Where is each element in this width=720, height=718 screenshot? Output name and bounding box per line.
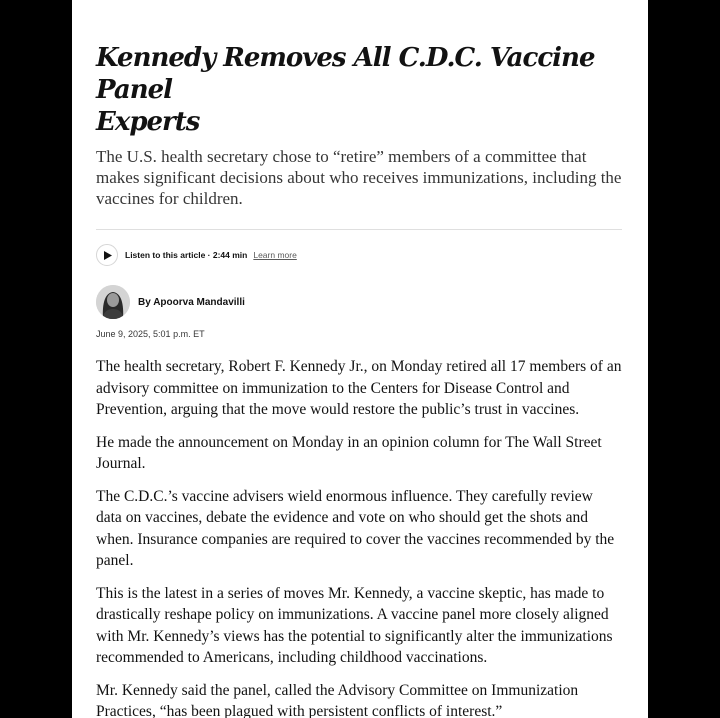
body-paragraph: The C.D.C.’s vaccine advisers wield enormous influence. They carefully review data on vaccines, debate the evidence and vote on who should get the shots and when. Insurance companies are required to cover the vaccines recommended by the panel. (96, 487, 615, 569)
article-headline: Kennedy Removes All C.D.C. Vaccine Panel Experts (96, 43, 595, 137)
article-summary: The U.S. health secretary chose to “retire” members of a committee that makes significant decisions about who receives immunizations, including the vaccines for children. (96, 147, 622, 208)
play-button[interactable] (96, 244, 118, 266)
body-paragraph: He made the announcement on Monday in an opinion column for The Wall Street Journal. (96, 433, 602, 472)
listen-label: Listen to this article · 2:44 min (125, 250, 248, 260)
body-paragraph: This is the latest in a series of moves Mr. Kennedy, a vaccine skeptic, has made to drastically reshape policy on immunizations. A vaccine panel more closely aligned with Mr. Kennedy’s views has the potential to significantly alter the immunizations recommended to Americans, including childhood vaccinations. (96, 584, 613, 666)
play-icon (102, 251, 112, 260)
article-content (96, 42, 622, 718)
divider (96, 229, 622, 230)
body-paragraph: The health secretary, Robert F. Kennedy Jr., on Monday retired all 17 members of an advisory committee on immunization to the Centers for Disease Control and Prevention, arguing that the move would restore the public’s trust in vaccines. (96, 358, 622, 418)
learn-more-link[interactable]: Learn more (253, 250, 297, 260)
article-page (72, 0, 648, 718)
publish-date: June 9, 2025, 5:01 p.m. ET (96, 329, 205, 339)
body-paragraph: Mr. Kennedy said the panel, called the Advisory Committee on Immunization Practices, “has been plagued with persistent conflicts of interest.” (96, 681, 579, 718)
author-byline[interactable]: By Apoorva Mandavilli (138, 296, 245, 308)
article-body (96, 356, 622, 718)
author-avatar[interactable] (96, 285, 130, 319)
byline-row (96, 285, 622, 319)
audio-player (96, 243, 622, 267)
